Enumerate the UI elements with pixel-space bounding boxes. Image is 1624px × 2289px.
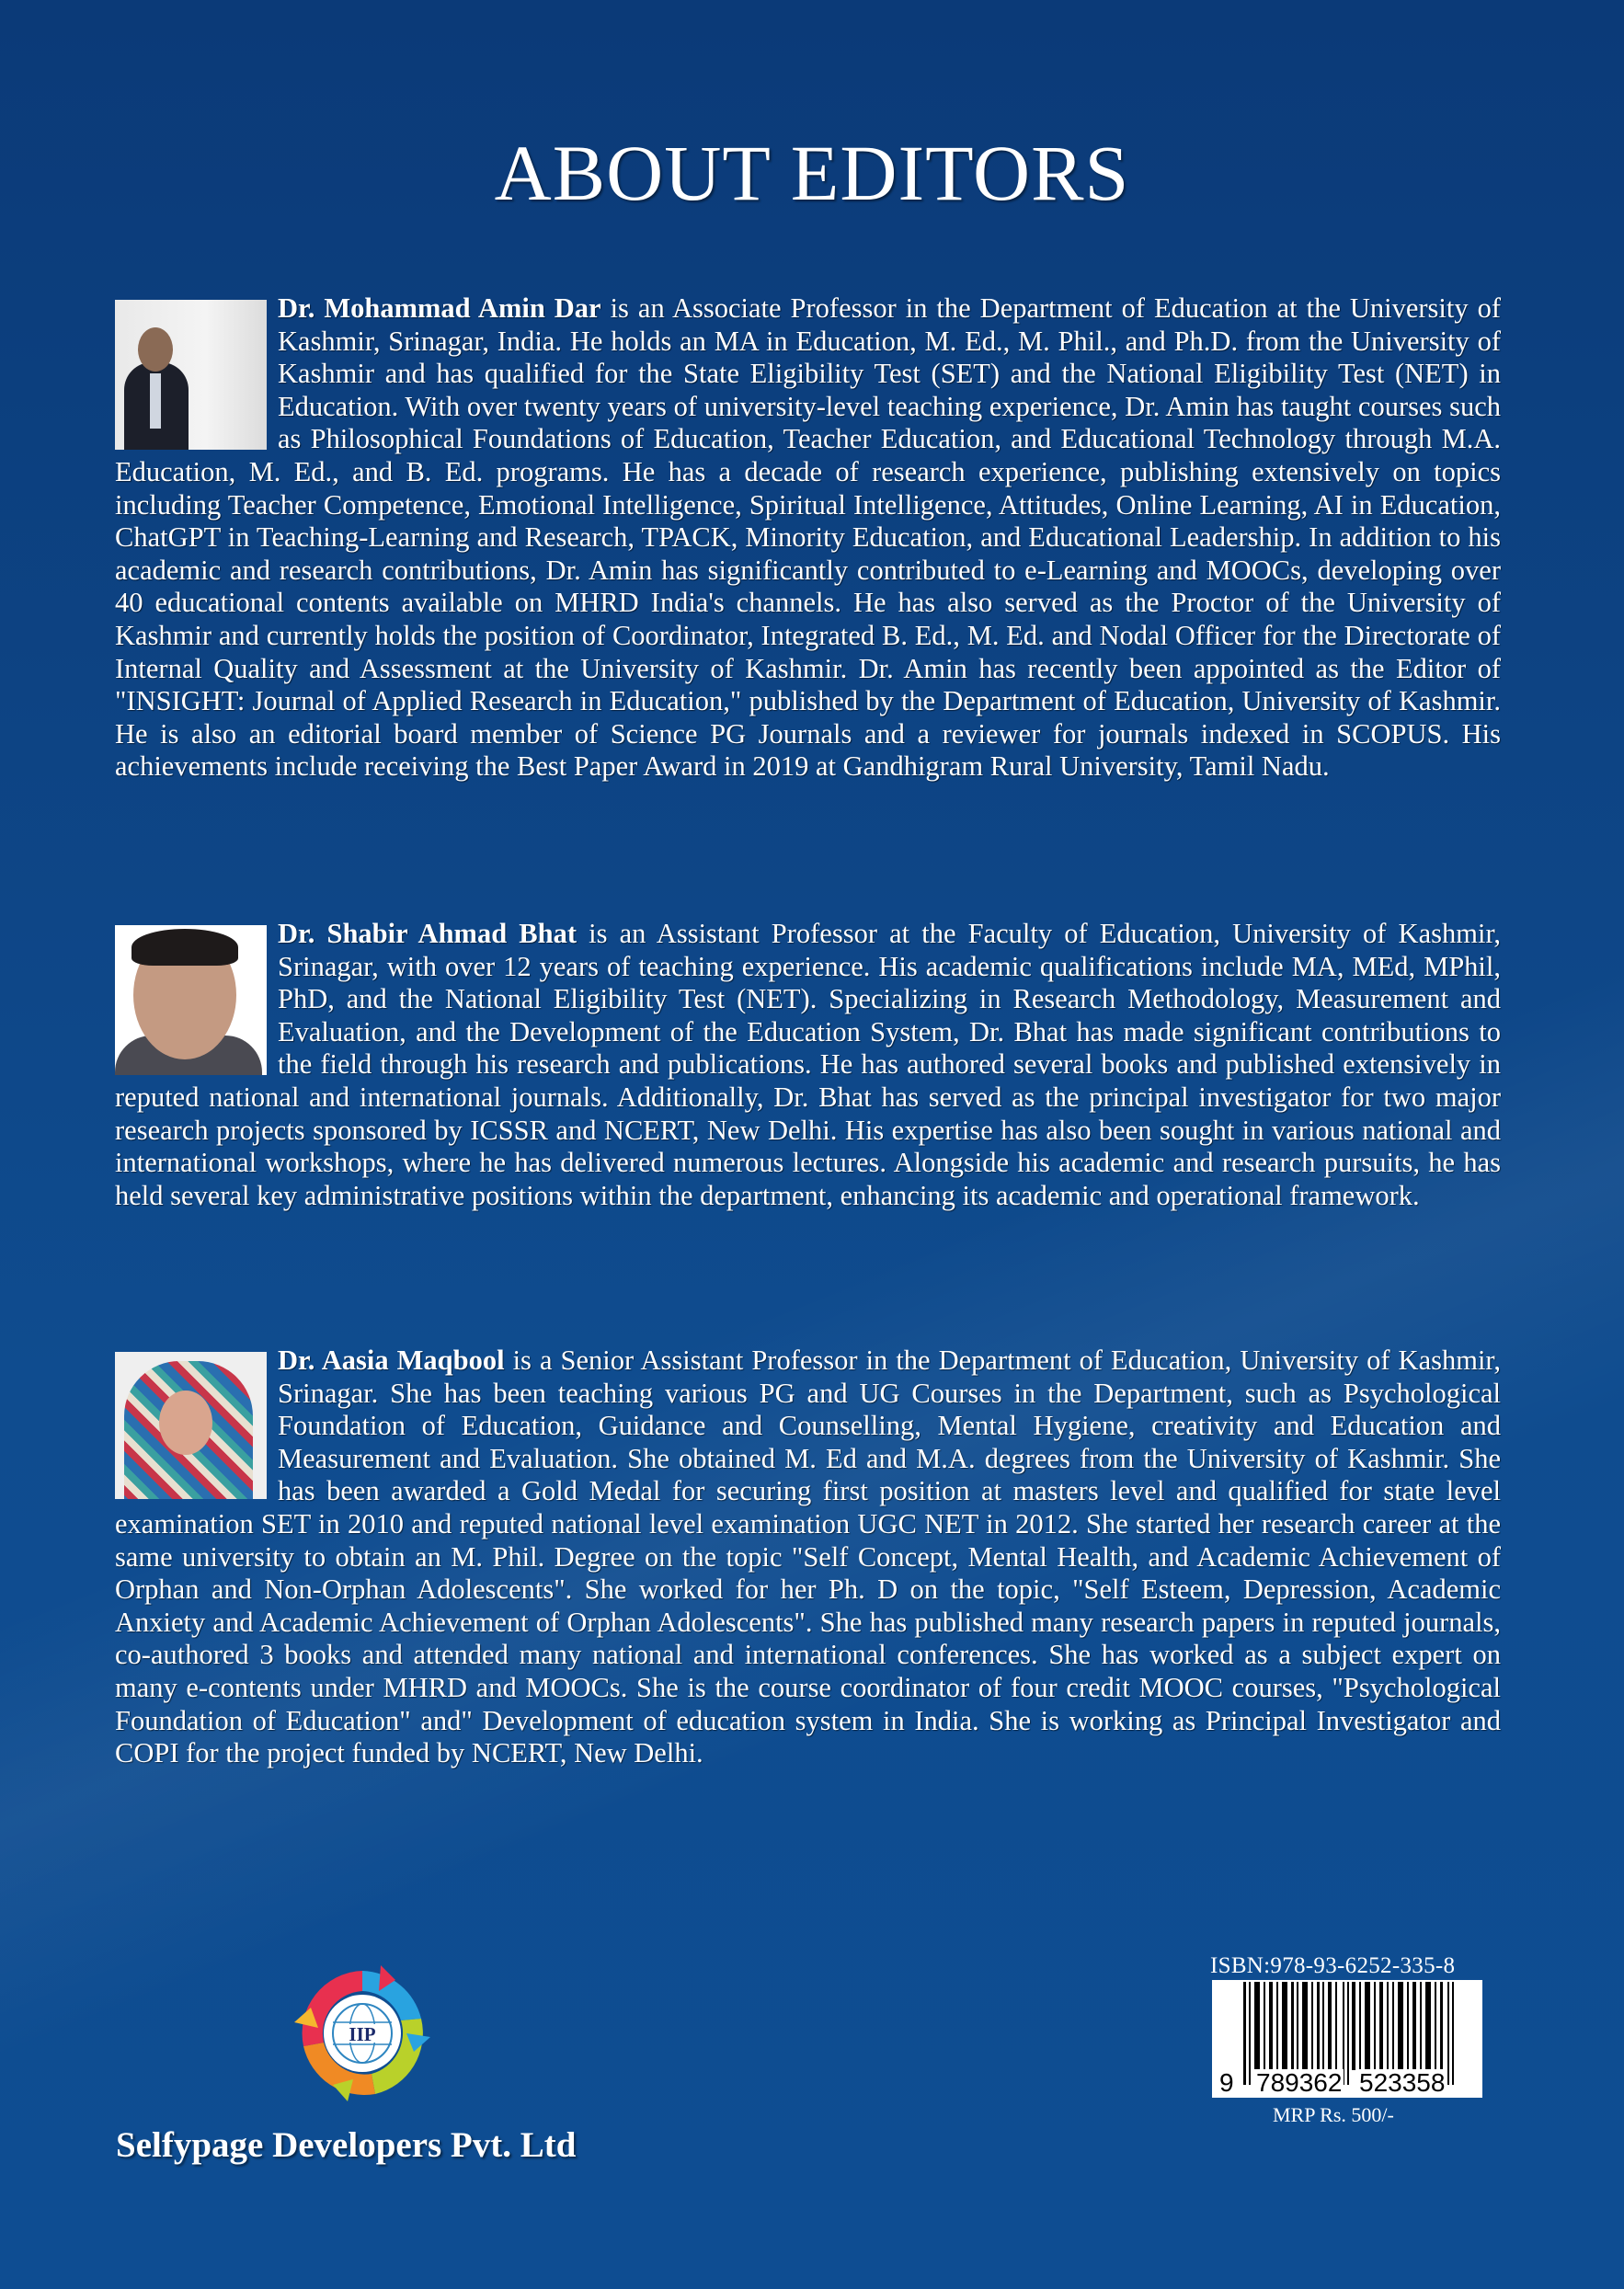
editor-name: Dr. Aasia Maqbool — [278, 1345, 505, 1376]
publisher-name: Selfypage Developers Pvt. Ltd — [116, 2125, 577, 2165]
isbn-label: ISBN:978-93-6252-335-8 — [1210, 1953, 1456, 1978]
editor-photo-shabir-bhat — [115, 925, 267, 1075]
publisher-logo — [292, 1963, 432, 2103]
editor-photo-amin-dar — [115, 300, 267, 450]
editor-bio-text: is an Assistant Professor at the Faculty of Education, University of Kashmir, Srinagar, with over 12 years of teaching experience. His academic qualifications include MA, MEd, MPhil, PhD, and the National Eligibility Test (NET). Specializing in Research Methodology, Measurement and Evaluation, and the Development of the Education System, Dr. Bhat has made significant contributions to the field through his research and publications. He has authored several books and published extensively in reputed national and international journals. Additionally, Dr. Bhat has served as the principal investigator for two major research projects sponsored by ICSSR and NCERT, New Delhi. His expertise has also been sought in various national and international workshops, where he has delivered numerous lectures. Alongside his academic and research pursuits, he has held several key administrative positions within the department, enhancing its academic and operational framework. — [115, 918, 1502, 1211]
editor-photo-aasia-maqbool — [115, 1352, 267, 1499]
editor-bio-amin-dar — [115, 292, 1501, 784]
editor-bio-shabir-bhat — [115, 918, 1501, 1212]
svg-text:IIP: IIP — [349, 2023, 376, 2045]
globe-arrows-logo-icon — [292, 1963, 432, 2103]
barcode-digits-group1: 789362 — [1256, 2068, 1343, 2097]
barcode-digits-group2: 523358 — [1359, 2068, 1446, 2097]
barcode-digit-first: 9 — [1219, 2068, 1234, 2097]
price-label: MRP Rs. 500/- — [1273, 2103, 1394, 2126]
editor-bio-aasia-maqbool — [115, 1345, 1501, 1770]
editor-name: Dr. Mohammad Amin Dar — [278, 292, 601, 324]
editor-bio-text: is a Senior Assistant Professor in the Department of Education, University of Kashmir, Srinagar. She has been teaching various PG and UG Courses in the Department, such as Psychological Foundation of Education, Guidance and Counselling, Mental Hygiene, creativity and Education and Measurement and Evaluation. She obtained M. Ed and M.A. degrees from the University of Kashmir. She has been awarded a Gold Medal for securing first position at masters level and qualified for state level examination SET in 2010 and reputed national level examination UGC NET in 2012. She started her research career at the same university to obtain an M. Phil. Degree on the topic "Self Concept, Mental Health, and Academic Achievement of Orphan and Non-Orphan Adolescents". She worked for her Ph. D on the topic, "Self Esteem, Depression, Academic Anxiety and Academic Achievement of Orphan Adolescents". She has published many research papers in reputed journals, co-authored 3 books and attended many national and international conferences. She has worked as a subject expert on many e-contents under MHRD and MOOCs. She is the course coordinator of four credit MOOC courses, "Psychological Foundation of Education" and" Development of education system in India. She is working as Principal Investigator and COPI for the project funded by NCERT, New Delhi. — [115, 1345, 1501, 1769]
editor-bio-text: is an Associate Professor in the Department of Education at the University of Kashmir, Srinagar, India. He holds an MA in Education, M. Ed., M. Phil., and Ph.D. from the University of Kashmir and has qualified for the State Eligibility Test (SET) and the National Eligibility Test (NET) in Education. With over twenty years of university-level teaching experience, Dr. Amin has taught courses such as Philosophical Foundations of Education, Teacher Education, and Educational Technology through M.A. Education, M. Ed., and B. Ed. programs. He has a decade of research experience, publishing extensively on topics including Teacher Competence, Emotional Intelligence, Spiritual Intelligence, Attitudes, Online Learning, AI in Education, ChatGPT in Teaching-Learning and Research, TPACK, Minority Education, and Educational Leadership. In addition to his academic and research contributions, Dr. Amin has significantly contributed to e-Learning and MOOCs, developing over 40 educational contents available on MHRD India's channels. He has also served as the Proctor of the University of Kashmir and currently holds the position of Coordinator, Integrated B. Ed., M. Ed. and Nodal Officer for the Directorate of Internal Quality and Assessment at the University of Kashmir. Dr. Amin has recently been appointed as the Editor of "INSIGHT: Journal of Applied Research in Education," published by the Department of Education, University of Kashmir. He is also an editorial board member of Science PG Journals and a reviewer for journals indexed in SCOPUS. His achievements include receiving the Best Paper Award in 2019 at Gandhigram Rural University, Tamil Nadu. — [115, 292, 1502, 783]
isbn-barcode — [1212, 1980, 1482, 2098]
page-title: ABOUT EDITORS — [494, 129, 1130, 217]
editor-name: Dr. Shabir Ahmad Bhat — [278, 918, 577, 949]
